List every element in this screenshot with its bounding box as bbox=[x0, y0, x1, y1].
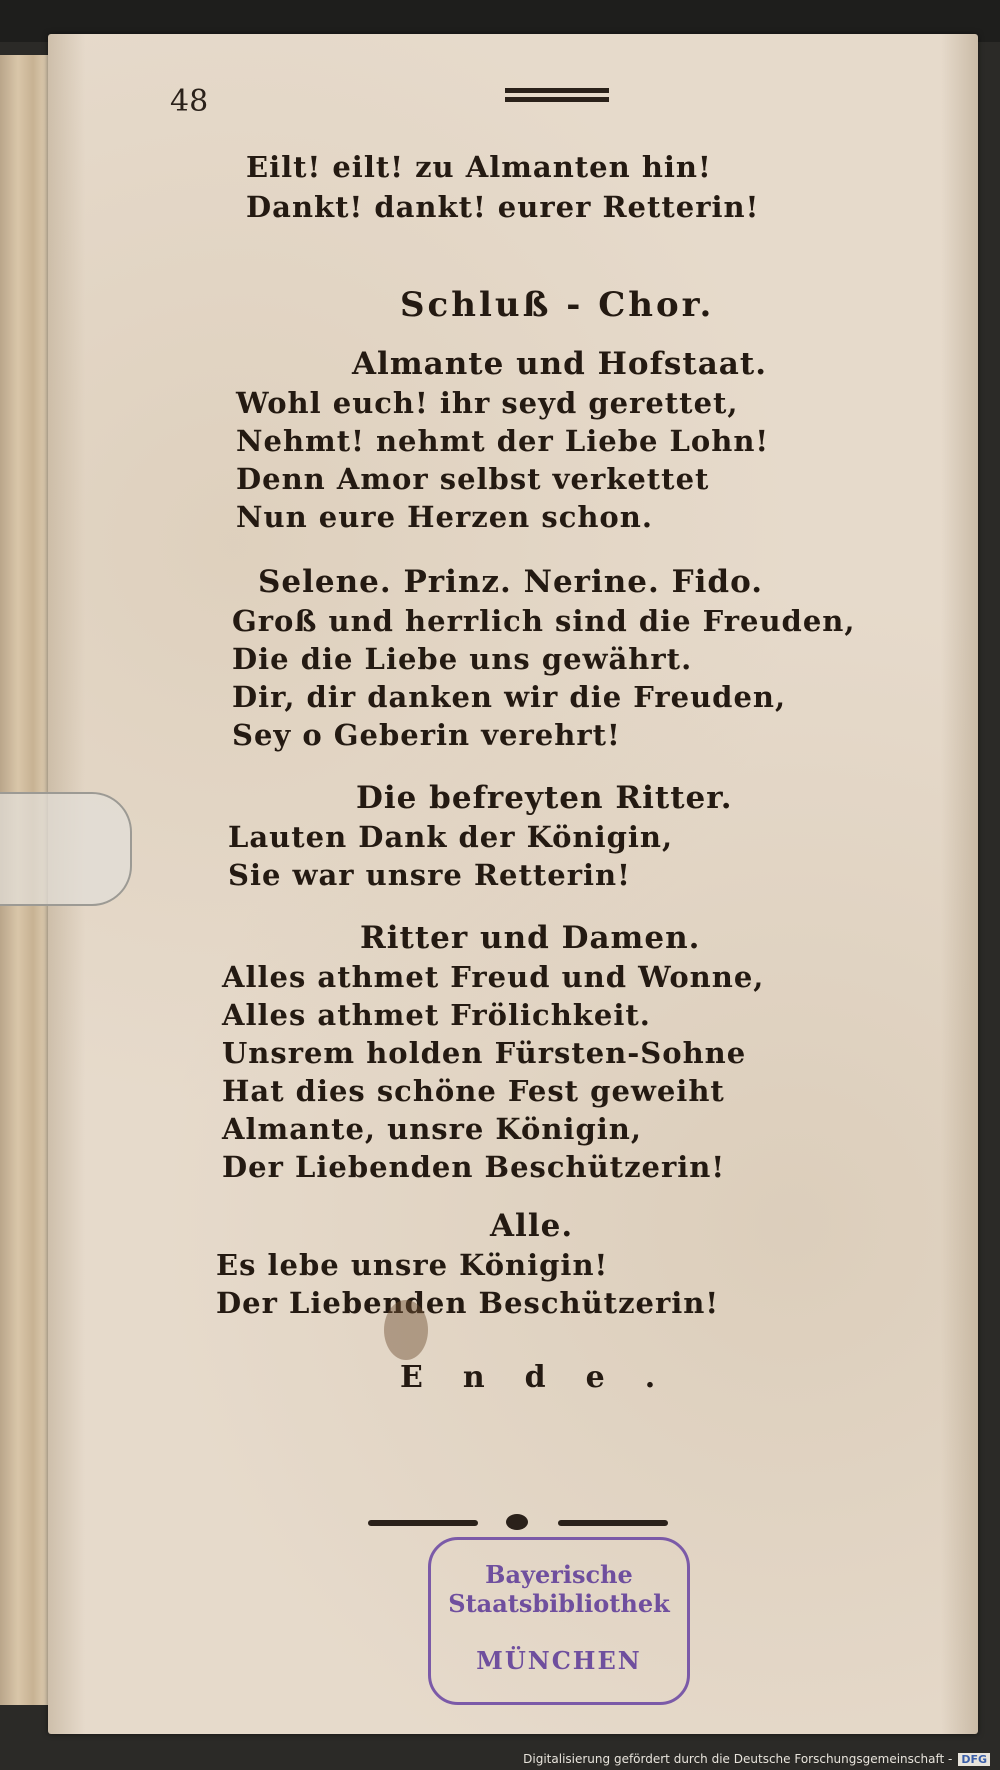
header-rule bbox=[505, 88, 609, 106]
bookmark-clip bbox=[0, 792, 132, 906]
speaker-label: Ritter und Damen. bbox=[360, 920, 701, 956]
verse-line: Sey o Geberin verehrt! bbox=[232, 718, 621, 752]
verse-line: Alles athmet Frölichkeit. bbox=[222, 998, 651, 1032]
speaker-label: Alle. bbox=[490, 1208, 574, 1244]
verse-line: Groß und herrlich sind die Freuden, bbox=[232, 604, 856, 638]
digitization-credit bbox=[523, 1752, 990, 1766]
verse-line: Wohl euch! ihr seyd gerettet, bbox=[236, 386, 739, 420]
stamp-line: Staatsbibliothek bbox=[448, 1589, 670, 1618]
library-stamp bbox=[428, 1537, 690, 1705]
verse-line: Almante, unsre Königin, bbox=[222, 1112, 642, 1146]
verse-line: Nun eure Herzen schon. bbox=[236, 500, 653, 534]
stamp-line: Bayerische bbox=[485, 1560, 633, 1589]
credit-text: Digitalisierung gefördert durch die Deutsche Forschungsgemeinschaft - bbox=[523, 1752, 953, 1766]
section-title: Schluß - Chor. bbox=[400, 285, 715, 325]
speaker-label: Selene. Prinz. Nerine. Fido. bbox=[258, 564, 764, 600]
verse-line: Der Liebenden Beschützerin! bbox=[216, 1286, 720, 1320]
speaker-label: Die befreyten Ritter. bbox=[356, 780, 733, 816]
page-number: 48 bbox=[170, 84, 209, 119]
verse-line: Eilt! eilt! zu Almanten hin! bbox=[246, 150, 712, 184]
verse-line: Der Liebenden Beschützerin! bbox=[222, 1150, 726, 1184]
verse-line: Dir, dir danken wir die Freuden, bbox=[232, 680, 787, 714]
stamp-line: MÜNCHEN bbox=[476, 1646, 642, 1675]
dfg-logo-icon: DFG bbox=[958, 1753, 990, 1766]
ink-stain bbox=[384, 1300, 428, 1360]
verse-line: Nehmt! nehmt der Liebe Lohn! bbox=[236, 424, 770, 458]
verse-line: Hat dies schöne Fest geweiht bbox=[222, 1074, 725, 1108]
tailpiece-ornament bbox=[368, 1512, 668, 1534]
verse-line: Es lebe unsre Königin! bbox=[216, 1248, 609, 1282]
verse-line: Dankt! dankt! eurer Retterin! bbox=[246, 190, 760, 224]
verse-line: Denn Amor selbst verkettet bbox=[236, 462, 710, 496]
verse-line: Alles athmet Freud und Wonne, bbox=[222, 960, 765, 994]
verse-line: Die die Liebe uns gewährt. bbox=[232, 642, 693, 676]
verse-line: Unsrem holden Fürsten-Sohne bbox=[222, 1036, 747, 1070]
verse-line: Lauten Dank der Königin, bbox=[228, 820, 674, 854]
verse-line: Sie war unsre Retterin! bbox=[228, 858, 631, 892]
end-mark: Ende. bbox=[400, 1360, 696, 1395]
speaker-label: Almante und Hofstaat. bbox=[352, 346, 767, 382]
